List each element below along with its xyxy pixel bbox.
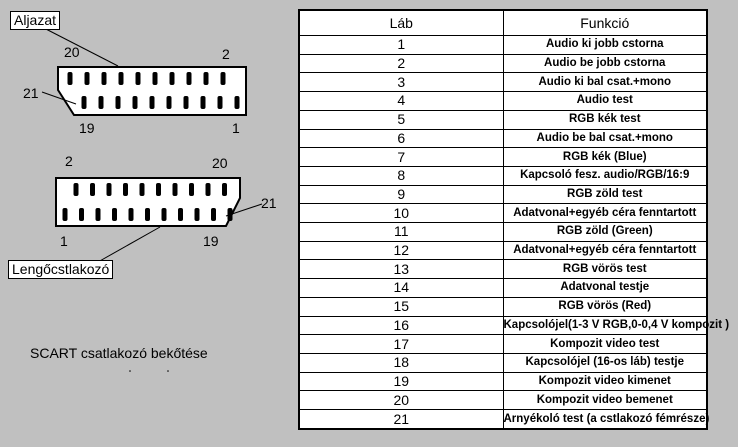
table-row [299,110,707,129]
pin-function: Kompozit video kimenet [503,372,707,391]
table-row [299,73,707,92]
pin-number: 6 [299,129,503,148]
socket-label-leader [42,27,118,66]
connector-pin [218,96,223,109]
table-body [299,36,730,430]
connector-pin [206,183,211,196]
table-row [299,241,707,260]
pin-number: 1 [299,36,503,55]
connector-pin [153,72,158,85]
pin-number: 19 [299,372,503,391]
connector-pin [96,208,101,221]
connector-pin [129,208,134,221]
connector-pin [187,72,192,85]
plug-pin-label-21: 21 [261,195,277,211]
table-row [299,223,707,242]
pin-function: Adatvonal testje [503,279,707,298]
table-row [299,279,707,298]
pin-function: Kapcsoló fesz. audio/RGB/16:9 [503,166,707,185]
pin-function: RGB kék test [503,110,707,129]
pin-function: Arnyékoló test (a cstlakozó fémrésze) [503,410,707,429]
pin-function: Audio ki bal csat.+mono [503,73,707,92]
table-row [299,129,707,148]
pin-number: 18 [299,353,503,372]
table-row [299,204,707,223]
pin-function: Audio be jobb cstorna [503,54,707,73]
plug-pin-label-2: 2 [65,153,73,169]
pin-function: Kapcsolójel (16-os láb) testje [503,353,707,372]
pin-number: 20 [299,391,503,410]
pin-function: Audio ki jobb cstorna [503,36,707,55]
diagram-caption: SCART csatlakozó bekőtése [30,345,208,361]
connector-pin [201,96,206,109]
table-row [299,166,707,185]
pin-function: Kompozit video test [503,335,707,354]
connector-pin [170,72,175,85]
pin-number: 2 [299,54,503,73]
table-row [299,335,707,354]
pin-number: 13 [299,260,503,279]
pin-function: Adatvonal+egyéb céra fenntartott [503,241,707,260]
connector-pin [79,208,84,221]
socket-pin-label-2: 2 [222,46,230,62]
connector-pin [136,72,141,85]
scart-diagram [0,0,300,447]
connector-pin [235,96,240,109]
connector-pin [74,183,79,196]
pin-number: 9 [299,185,503,204]
plug-pin-label-1: 1 [60,233,68,249]
plug-pin-label-20: 20 [212,155,228,171]
pin-number: 8 [299,166,503,185]
pin-number: 5 [299,110,503,129]
connector-pin [222,183,227,196]
pin-number: 16 [299,316,503,335]
connector-pin [119,72,124,85]
connector-pin [211,208,216,221]
pin-function: Adatvonal+egyéb céra fenntartott [503,204,707,223]
connector-pin [221,72,226,85]
dot [129,370,131,372]
pin-function: RGB kék (Blue) [503,148,707,167]
header-function: Funkció [503,10,707,36]
connector-pin [116,96,121,109]
pin-function: Kapcsolójel(1-3 V RGB,0-0,4 V kompozit ) [503,316,707,335]
plug-label: Lengőcstlakozó [8,260,113,279]
table-row [299,410,707,429]
connector-pin [189,183,194,196]
socket-pin-label-1: 1 [232,120,240,136]
table-row [299,391,707,410]
table-row [299,260,707,279]
table-row [299,316,707,335]
header-pin: Láb [299,10,503,36]
connector-pin [145,208,150,221]
table-row [299,353,707,372]
pin-number: 12 [299,241,503,260]
pin-number: 11 [299,223,503,242]
pin-number: 4 [299,92,503,111]
connector-pin [156,183,161,196]
connector-pin [173,183,178,196]
plug-label-leader [98,227,160,262]
connector-pin [107,183,112,196]
pin-function: RGB zöld test [503,185,707,204]
table-row [299,148,707,167]
connector-pin [162,208,167,221]
connector-pin [150,96,155,109]
socket-pin-label-21: 21 [23,85,39,101]
table-row [299,54,707,73]
pin-function: Audio be bal csat.+mono [503,129,707,148]
table-row [299,36,707,55]
connector-pin [195,208,200,221]
connector-pin [102,72,107,85]
pin-function: RGB vörös (Red) [503,297,707,316]
pin-function: Audio test [503,92,707,111]
connector-pin [204,72,209,85]
connector-pin [178,208,183,221]
table-row [299,92,707,111]
connector-pin [140,183,145,196]
table-header-row [299,10,707,36]
socket-pin-label-19: 19 [79,120,95,136]
pin-number: 3 [299,73,503,92]
connector-pin [99,96,104,109]
connector-pin [167,96,172,109]
connector-pin [82,96,87,109]
connector-pin [68,72,73,85]
table-row [299,372,707,391]
pin-number: 14 [299,279,503,298]
connector-drawing [0,0,300,447]
pin-function: Kompozit video bemenet [503,391,707,410]
pin-number: 7 [299,148,503,167]
pin-function-table [298,9,730,430]
plug-pin-label-19: 19 [203,233,219,249]
dot [167,370,169,372]
pin-function: RGB zöld (Green) [503,223,707,242]
connector-pin [85,72,90,85]
connector-pin [133,96,138,109]
pin-number: 17 [299,335,503,354]
connector-pin [123,183,128,196]
table-row [299,185,707,204]
connector-pin [63,208,68,221]
pin-function: RGB vörös test [503,260,707,279]
socket-pin-label-20: 20 [64,44,80,60]
connector-pin [184,96,189,109]
socket-label: Aljazat [10,11,60,30]
connector-pin [112,208,117,221]
connector-pin [90,183,95,196]
pin-number: 10 [299,204,503,223]
pin-number: 15 [299,297,503,316]
pin-number: 21 [299,410,503,429]
table-row [299,297,707,316]
